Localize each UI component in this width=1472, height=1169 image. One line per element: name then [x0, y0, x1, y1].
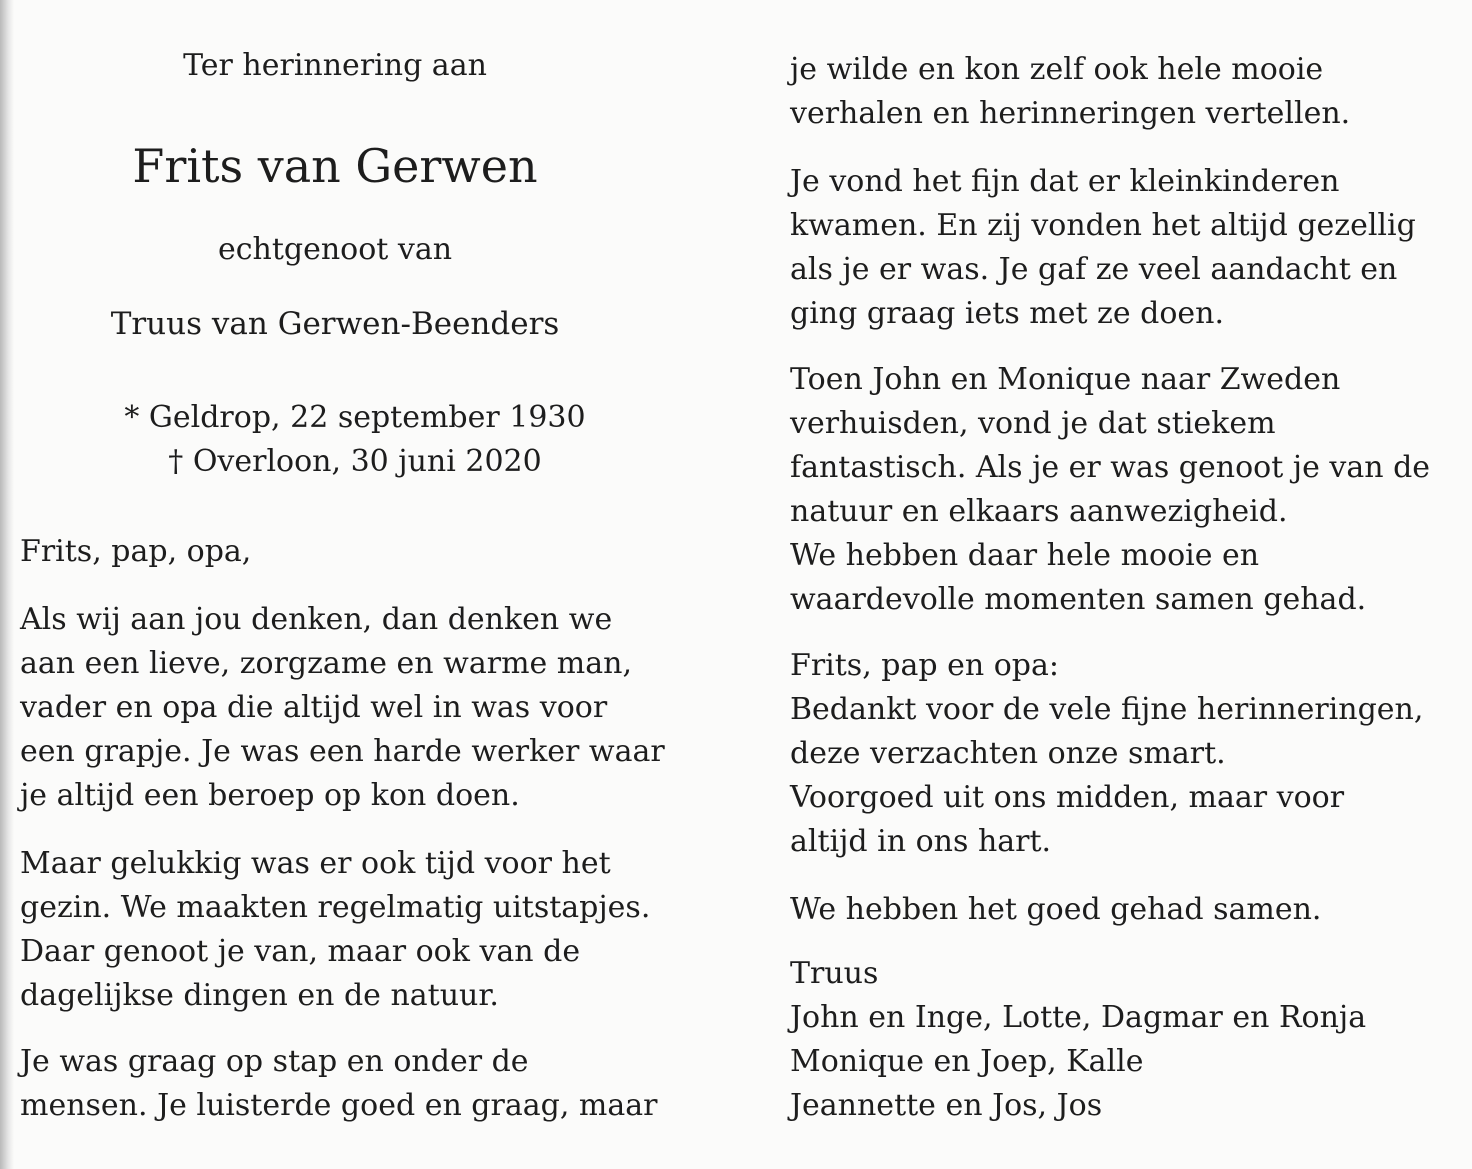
text-line: aan een lieve, zorgzame en warme man, — [20, 646, 632, 681]
text-line: je wilde en kon zelf ook hele mooie — [790, 52, 1324, 87]
text-line: Bedankt voor de vele fijne herinneringen, — [790, 692, 1424, 727]
text-line: natuur en elkaars aanwezigheid. — [790, 494, 1288, 529]
text-line: dagelijkse dingen en de natuur. — [20, 978, 499, 1013]
text-line: Maar gelukkig was er ook tijd voor het — [20, 846, 611, 881]
text-line: een grapje. Je was een harde werker waar — [20, 734, 665, 769]
text-line: Je was graag op stap en onder de — [20, 1044, 529, 1079]
text-line: mensen. Je luisterde goed en graag, maar — [20, 1088, 658, 1123]
text-line: Voorgoed uit ons midden, maar voor — [790, 780, 1345, 815]
text-line: vader en opa die altijd wel in was voor — [20, 690, 608, 725]
signature-line: John en Inge, Lotte, Dagmar en Ronja — [790, 1000, 1367, 1035]
text-line: kwamen. En zij vonden het altijd gezellig — [790, 208, 1416, 243]
signature-line: Monique en Joep, Kalle — [790, 1044, 1144, 1079]
death-line: † Overloon, 30 juni 2020 — [168, 444, 542, 479]
memorial-heading: Ter herinnering aan — [183, 48, 487, 83]
text-line: waardevolle momenten samen gehad. — [790, 582, 1367, 617]
text-line: We hebben daar hele mooie en — [790, 538, 1260, 573]
text-line: je altijd een beroep op kon doen. — [20, 778, 520, 813]
text-line: deze verzachten onze smart. — [790, 736, 1226, 771]
deceased-name: Frits van Gerwen — [132, 139, 538, 193]
text-line: als je er was. Je gaf ze veel aandacht en — [790, 252, 1398, 287]
text-line: fantastisch. Als je er was genoot je van de — [790, 450, 1431, 485]
text-line: Frits, pap, opa, — [20, 534, 252, 569]
text-line: Frits, pap en opa: — [790, 648, 1059, 683]
text-line: Als wij aan jou denken, dan denken we — [20, 602, 613, 637]
text-line: verhuisden, vond je dat stiekem — [790, 406, 1276, 441]
text-line: gezin. We maakten regelmatig uitstapjes. — [20, 890, 651, 925]
relation-text: echtgenoot van — [217, 232, 453, 267]
birth-line: * Geldrop, 22 september 1930 — [124, 400, 586, 435]
text-line: Toen John en Monique naar Zweden — [790, 362, 1341, 397]
page-edge-shadow — [0, 0, 14, 1169]
text-line: ging graag iets met ze doen. — [790, 296, 1225, 331]
text-line: We hebben het goed gehad samen. — [790, 892, 1322, 927]
text-line: Daar genoot je van, maar ook van de — [20, 934, 581, 969]
signature-line: Truus — [790, 956, 879, 991]
text-line: altijd in ons hart. — [790, 824, 1052, 859]
text-line: verhalen en herinneringen vertellen. — [790, 96, 1351, 131]
text-line: Je vond het fijn dat er kleinkinderen — [790, 164, 1340, 199]
signature-line: Jeannette en Jos, Jos — [790, 1088, 1103, 1123]
spouse-name: Truus van Gerwen-Beenders — [110, 306, 560, 342]
